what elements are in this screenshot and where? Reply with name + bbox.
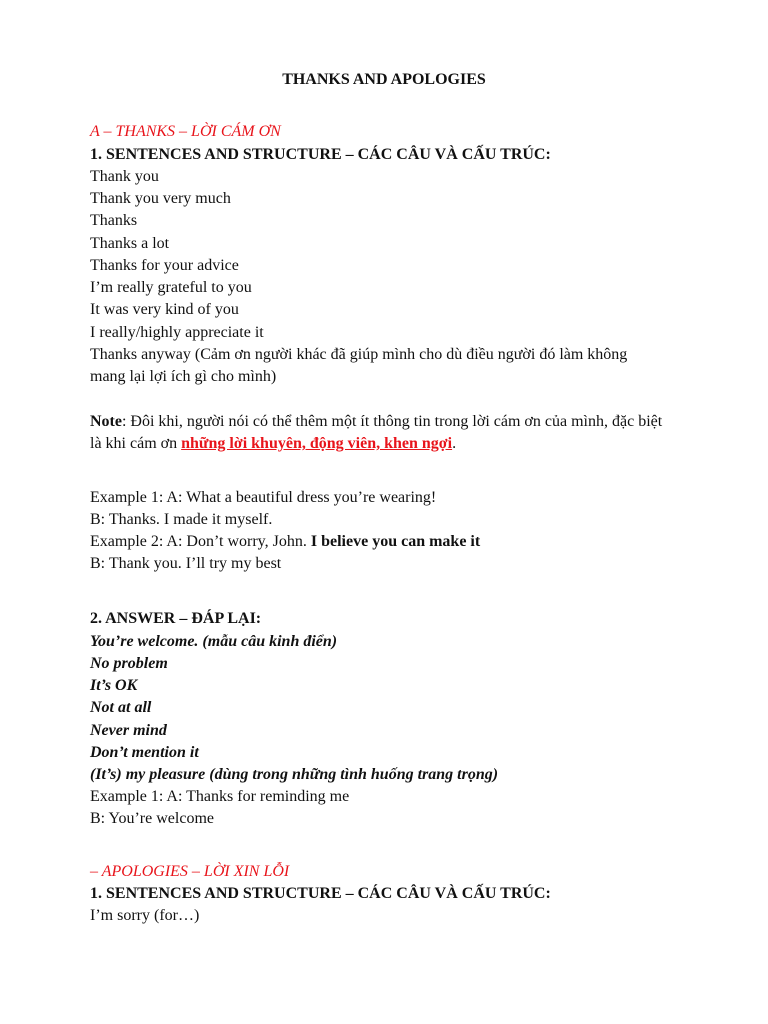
example-line: B: Thank you. I’ll try my best [90, 555, 282, 572]
example-line [90, 532, 480, 552]
phrase-line: I’m really grateful to you [90, 279, 252, 296]
section-a-sub1: 1. SENTENCES AND STRUCTURE – CÁC CÂU VÀ CẤU TRÚC: [90, 146, 551, 163]
section-a-sub2: 2. ANSWER – ĐÁP LẠI: [90, 610, 262, 627]
answer-line: It’s OK [90, 677, 138, 694]
section-b-heading: – APOLOGIES – LỜI XIN LỖI [90, 863, 290, 880]
note-line-2 [90, 434, 456, 454]
example-line: B: You’re welcome [90, 810, 214, 827]
phrase-line: mang lại lợi ích gì cho mình) [90, 368, 277, 385]
phrase-line: Thank you very much [90, 190, 231, 207]
answer-line: (It’s) my pleasure (dùng trong những tình huống trang trọng) [90, 766, 499, 783]
phrase-line: Thank you [90, 168, 159, 185]
answer-line: Don’t mention it [90, 744, 199, 761]
note-highlight: những lời khuyên, động viên, khen ngợi [181, 435, 453, 452]
note-text: : Đôi khi, người nói có thể thêm một ít thông tin trong lời cám ơn của mình, đặc biệt [121, 413, 663, 430]
phrase-line: Thanks anyway (Cảm ơn người khác đã giúp mình cho dù điều người đó làm không [90, 346, 628, 363]
section-b-sub1: 1. SENTENCES AND STRUCTURE – CÁC CÂU VÀ CẤU TRÚC: [90, 885, 551, 902]
note-label: Note [90, 413, 122, 430]
phrase-line: I really/highly appreciate it [90, 324, 264, 341]
phrase-line: Thanks for your advice [90, 257, 239, 274]
phrase-line: Thanks [90, 212, 138, 229]
document-title: THANKS AND APOLOGIES [282, 71, 486, 88]
example-bold-text: I believe you can make it [310, 533, 481, 550]
answer-line: Never mind [90, 722, 167, 739]
answer-line: You’re welcome. (mẫu câu kinh điển) [90, 633, 338, 650]
section-a-heading: A – THANKS – LỜI CÁM ƠN [90, 123, 281, 140]
note-end: . [452, 435, 457, 452]
answer-line: Not at all [90, 699, 152, 716]
example-line: B: Thanks. I made it myself. [90, 511, 273, 528]
answer-line: No problem [90, 655, 168, 672]
example-line: Example 1: A: Thanks for reminding me [90, 788, 350, 805]
example-line: Example 1: A: What a beautiful dress you’re wearing! [90, 489, 437, 506]
note-text-prefix: là khi cám ơn [90, 435, 182, 452]
phrase-line: I’m sorry (for…) [90, 907, 200, 924]
phrase-line: Thanks a lot [90, 235, 170, 252]
phrase-line: It was very kind of you [90, 301, 239, 318]
example-text: Example 2: A: Don’t worry, John. [90, 533, 311, 550]
note-line-1 [90, 412, 662, 432]
